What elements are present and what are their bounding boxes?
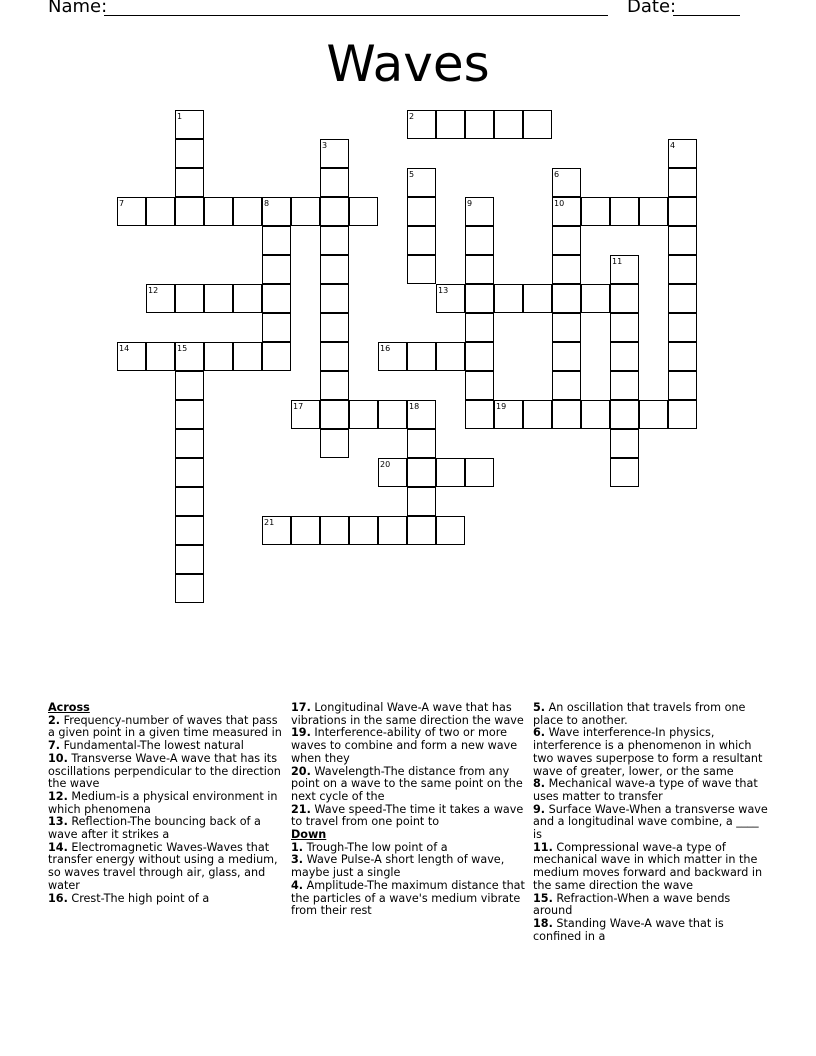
grid-cell[interactable] bbox=[204, 284, 233, 313]
grid-cell[interactable] bbox=[610, 400, 639, 429]
grid-cell[interactable] bbox=[407, 197, 436, 226]
grid-cell[interactable] bbox=[320, 255, 349, 284]
grid-cell[interactable] bbox=[378, 516, 407, 545]
grid-cell[interactable] bbox=[407, 226, 436, 255]
grid-clue-number: 5 bbox=[409, 170, 415, 179]
clue-text: Wavelength-The distance from any point on a wave to the same point on the next cycle of the bbox=[291, 764, 523, 803]
clue-item bbox=[291, 880, 527, 918]
grid-cell[interactable] bbox=[320, 342, 349, 371]
grid-clue-number: 8 bbox=[264, 199, 270, 208]
grid-cell[interactable] bbox=[175, 197, 204, 226]
across-clue-list bbox=[48, 715, 284, 906]
grid-clue-number: 15 bbox=[177, 344, 188, 353]
grid-cell[interactable] bbox=[523, 284, 552, 313]
clue-number: 18. bbox=[533, 916, 553, 930]
grid-cell[interactable] bbox=[320, 516, 349, 545]
grid-cell[interactable] bbox=[581, 197, 610, 226]
grid-clue-number: 11 bbox=[612, 257, 623, 266]
grid-cell[interactable] bbox=[349, 197, 378, 226]
grid-cell[interactable] bbox=[175, 516, 204, 545]
grid-cell[interactable] bbox=[668, 313, 697, 342]
grid-cell[interactable] bbox=[668, 400, 697, 429]
clue-text: Amplitude-The maximum distance that the particles of a wave's medium vibrate from their rest bbox=[291, 878, 525, 918]
grid-cell[interactable] bbox=[436, 458, 465, 487]
clue-text: Surface Wave-When a transverse wave and a longitudinal wave combine, a ____ is bbox=[533, 802, 768, 842]
clue-item bbox=[533, 918, 769, 943]
grid-cell[interactable] bbox=[668, 255, 697, 284]
across-clue-list-continued bbox=[291, 702, 527, 829]
clue-text: Crest-The high point of a bbox=[67, 891, 210, 905]
clue-number: 13. bbox=[48, 815, 68, 829]
grid-cell[interactable] bbox=[552, 255, 581, 284]
clue-text: Wave Pulse-A short length of wave, maybe just a single bbox=[291, 853, 505, 880]
grid-clue-number: 12 bbox=[148, 286, 159, 295]
grid-cell[interactable] bbox=[320, 197, 349, 226]
grid-cell[interactable] bbox=[494, 110, 523, 139]
grid-cell[interactable] bbox=[523, 110, 552, 139]
clue-item bbox=[533, 778, 769, 803]
clue-number: 3. bbox=[291, 853, 304, 867]
clue-number: 8. bbox=[533, 777, 546, 791]
clue-text: Medium-is a physical environment in which phenomena bbox=[48, 789, 278, 816]
grid-cell[interactable] bbox=[465, 342, 494, 371]
grid-cell[interactable] bbox=[639, 400, 668, 429]
grid-cell[interactable] bbox=[668, 284, 697, 313]
grid-cell[interactable] bbox=[668, 371, 697, 400]
clue-number: 4. bbox=[291, 878, 304, 892]
clue-item bbox=[533, 727, 769, 778]
grid-cell[interactable] bbox=[175, 139, 204, 168]
grid-cell[interactable] bbox=[465, 400, 494, 429]
clue-text: Reflection-The bouncing back of a wave after it strikes a bbox=[48, 815, 261, 842]
clue-number: 5. bbox=[533, 701, 546, 714]
grid-cell[interactable] bbox=[668, 342, 697, 371]
clue-text: Mechanical wave-a type of wave that uses matter to transfer bbox=[533, 777, 758, 803]
clue-number: 19. bbox=[291, 726, 311, 740]
clue-item bbox=[48, 816, 284, 841]
grid-cell[interactable] bbox=[523, 400, 552, 429]
grid-cell[interactable] bbox=[552, 284, 581, 313]
grid-clue-number: 13 bbox=[438, 286, 449, 295]
grid-cell[interactable] bbox=[436, 516, 465, 545]
grid-cell[interactable] bbox=[233, 284, 262, 313]
grid-cell[interactable] bbox=[175, 371, 204, 400]
grid-cell[interactable] bbox=[320, 284, 349, 313]
grid-cell[interactable] bbox=[175, 574, 204, 603]
grid-cell[interactable] bbox=[552, 313, 581, 342]
clue-item bbox=[291, 702, 527, 727]
grid-cell[interactable] bbox=[291, 197, 320, 226]
clue-number: 1. bbox=[291, 840, 304, 854]
grid-cell[interactable] bbox=[610, 371, 639, 400]
grid-cell[interactable] bbox=[610, 429, 639, 458]
grid-cell[interactable] bbox=[436, 342, 465, 371]
grid-cell[interactable] bbox=[407, 255, 436, 284]
grid-cell[interactable] bbox=[465, 226, 494, 255]
grid-cell[interactable] bbox=[175, 168, 204, 197]
clues-column-1 bbox=[48, 702, 284, 905]
grid-cell[interactable] bbox=[581, 284, 610, 313]
clue-text: Wave interference-In physics, interference is a phenomenon in which two waves superpose to form a resultant wave of greater, lower, or the same bbox=[533, 726, 763, 778]
down-clue-list bbox=[291, 842, 527, 918]
grid-cell[interactable] bbox=[378, 400, 407, 429]
clue-item bbox=[291, 854, 527, 879]
clue-text: Trough-The low point of a bbox=[303, 840, 448, 854]
grid-clue-number: 19 bbox=[496, 402, 507, 411]
clue-number: 21. bbox=[291, 802, 311, 816]
clue-number: 15. bbox=[533, 891, 553, 905]
clues-column-3 bbox=[533, 702, 769, 943]
clue-item bbox=[291, 727, 527, 765]
page-title: Waves bbox=[326, 35, 490, 93]
grid-cell[interactable] bbox=[175, 400, 204, 429]
clue-number: 14. bbox=[48, 840, 68, 854]
clue-item bbox=[291, 804, 527, 829]
down-clue-list-continued bbox=[533, 702, 769, 943]
clue-number: 6. bbox=[533, 726, 546, 740]
grid-cell[interactable] bbox=[465, 110, 494, 139]
grid-cell[interactable] bbox=[436, 110, 465, 139]
clue-text: Interference-ability of two or more waves to combine and form a new wave when they bbox=[291, 726, 518, 765]
grid-cell[interactable] bbox=[146, 197, 175, 226]
grid-cell[interactable] bbox=[175, 487, 204, 516]
grid-cell[interactable] bbox=[320, 313, 349, 342]
clue-item bbox=[48, 842, 284, 893]
grid-cell[interactable] bbox=[668, 168, 697, 197]
clue-item bbox=[291, 766, 527, 804]
down-heading: Down bbox=[291, 828, 327, 842]
grid-cell[interactable] bbox=[407, 487, 436, 516]
grid-cell[interactable] bbox=[349, 516, 378, 545]
grid-cell[interactable] bbox=[465, 255, 494, 284]
grid-cell[interactable] bbox=[262, 342, 291, 371]
date-label: Date: bbox=[627, 0, 677, 17]
grid-cell[interactable] bbox=[610, 342, 639, 371]
clue-item bbox=[48, 893, 284, 906]
clue-text: Transverse Wave-A wave that has its oscillations perpendicular to the direction the wave bbox=[48, 751, 281, 791]
clue-text: Electromagnetic Waves-Waves that transfer energy without using a medium, so waves travel through air, glass, and water bbox=[48, 840, 278, 892]
clue-item bbox=[48, 791, 284, 816]
name-label: Name: bbox=[48, 0, 108, 17]
grid-cell[interactable] bbox=[494, 284, 523, 313]
clue-number: 16. bbox=[48, 891, 68, 905]
clue-number: 20. bbox=[291, 764, 311, 778]
grid-cell[interactable] bbox=[407, 516, 436, 545]
grid-clue-number: 4 bbox=[670, 141, 676, 150]
grid-clue-number: 6 bbox=[554, 170, 560, 179]
grid-cell[interactable] bbox=[552, 226, 581, 255]
grid-clue-number: 10 bbox=[554, 199, 565, 208]
grid-cell[interactable] bbox=[175, 429, 204, 458]
grid-cell[interactable] bbox=[204, 342, 233, 371]
grid-cell[interactable] bbox=[610, 284, 639, 313]
clue-number: 17. bbox=[291, 701, 311, 714]
grid-cell[interactable] bbox=[175, 284, 204, 313]
grid-cell[interactable] bbox=[262, 284, 291, 313]
grid-cell[interactable] bbox=[320, 429, 349, 458]
across-heading: Across bbox=[48, 701, 90, 714]
grid-clue-number: 18 bbox=[409, 402, 420, 411]
grid-cell[interactable] bbox=[581, 400, 610, 429]
grid-cell[interactable] bbox=[320, 371, 349, 400]
clue-item bbox=[533, 842, 769, 893]
clues-column-2 bbox=[291, 702, 527, 918]
clue-item bbox=[533, 702, 769, 727]
clue-text: Standing Wave-A wave that is confined in a bbox=[533, 916, 724, 943]
grid-cell[interactable] bbox=[204, 197, 233, 226]
grid-cell[interactable] bbox=[233, 342, 262, 371]
grid-cell[interactable] bbox=[639, 197, 668, 226]
grid-cell[interactable] bbox=[465, 458, 494, 487]
grid-cell[interactable] bbox=[407, 429, 436, 458]
grid-cell[interactable] bbox=[610, 197, 639, 226]
grid-cell[interactable] bbox=[146, 342, 175, 371]
clue-text: Compressional wave-a type of mechanical wave in which matter in the medium moves forward and backward in the same direction the wave bbox=[533, 840, 763, 892]
grid-cell[interactable] bbox=[668, 197, 697, 226]
grid-clue-number: 17 bbox=[293, 402, 304, 411]
grid-cell[interactable] bbox=[610, 458, 639, 487]
grid-cell[interactable] bbox=[320, 400, 349, 429]
clue-item bbox=[48, 753, 284, 791]
grid-cell[interactable] bbox=[465, 371, 494, 400]
grid-clue-number: 7 bbox=[119, 199, 125, 208]
grid-cell[interactable] bbox=[552, 342, 581, 371]
clue-number: 11. bbox=[533, 840, 553, 854]
grid-cell[interactable] bbox=[233, 197, 262, 226]
clue-number: 7. bbox=[48, 739, 61, 753]
grid-cell[interactable] bbox=[262, 226, 291, 255]
grid-cell[interactable] bbox=[552, 371, 581, 400]
grid-clue-number: 3 bbox=[322, 141, 328, 150]
clue-number: 9. bbox=[533, 802, 546, 816]
grid-cell[interactable] bbox=[407, 458, 436, 487]
grid-cell[interactable] bbox=[262, 255, 291, 284]
grid-clue-number: 2 bbox=[409, 112, 415, 121]
grid-clue-number: 14 bbox=[119, 344, 130, 353]
grid-clue-number: 9 bbox=[467, 199, 473, 208]
grid-cell[interactable] bbox=[465, 313, 494, 342]
clue-text: Longitudinal Wave-A wave that has vibrations in the same direction the wave bbox=[291, 701, 524, 727]
clue-item bbox=[48, 715, 284, 740]
grid-cell[interactable] bbox=[349, 400, 378, 429]
clue-item bbox=[533, 893, 769, 918]
grid-cell[interactable] bbox=[610, 313, 639, 342]
clue-text: An oscillation that travels from one place to another. bbox=[533, 701, 746, 727]
grid-clue-number: 21 bbox=[264, 518, 275, 527]
clue-item bbox=[533, 804, 769, 842]
grid-cell[interactable] bbox=[320, 226, 349, 255]
grid-cell[interactable] bbox=[291, 516, 320, 545]
clue-number: 2. bbox=[48, 713, 61, 727]
grid-cell[interactable] bbox=[320, 168, 349, 197]
clue-text: Frequency-number of waves that pass a given point in a given time measured in bbox=[48, 713, 282, 740]
clue-text: Wave speed-The time it takes a wave to travel from one point to bbox=[291, 802, 524, 829]
clue-number: 12. bbox=[48, 789, 68, 803]
grid-clue-number: 1 bbox=[177, 112, 183, 121]
grid-cell[interactable] bbox=[175, 545, 204, 574]
clue-number: 10. bbox=[48, 751, 68, 765]
grid-clue-number: 16 bbox=[380, 344, 391, 353]
grid-cell[interactable] bbox=[552, 400, 581, 429]
grid-cell[interactable] bbox=[262, 313, 291, 342]
clue-text: Fundamental-The lowest natural bbox=[60, 739, 244, 753]
clue-text: Refraction-When a wave bends around bbox=[533, 891, 731, 918]
grid-cell[interactable] bbox=[175, 458, 204, 487]
grid-clue-number: 20 bbox=[380, 460, 391, 469]
grid-cell[interactable] bbox=[668, 226, 697, 255]
grid-cell[interactable] bbox=[465, 284, 494, 313]
grid-cell[interactable] bbox=[407, 342, 436, 371]
